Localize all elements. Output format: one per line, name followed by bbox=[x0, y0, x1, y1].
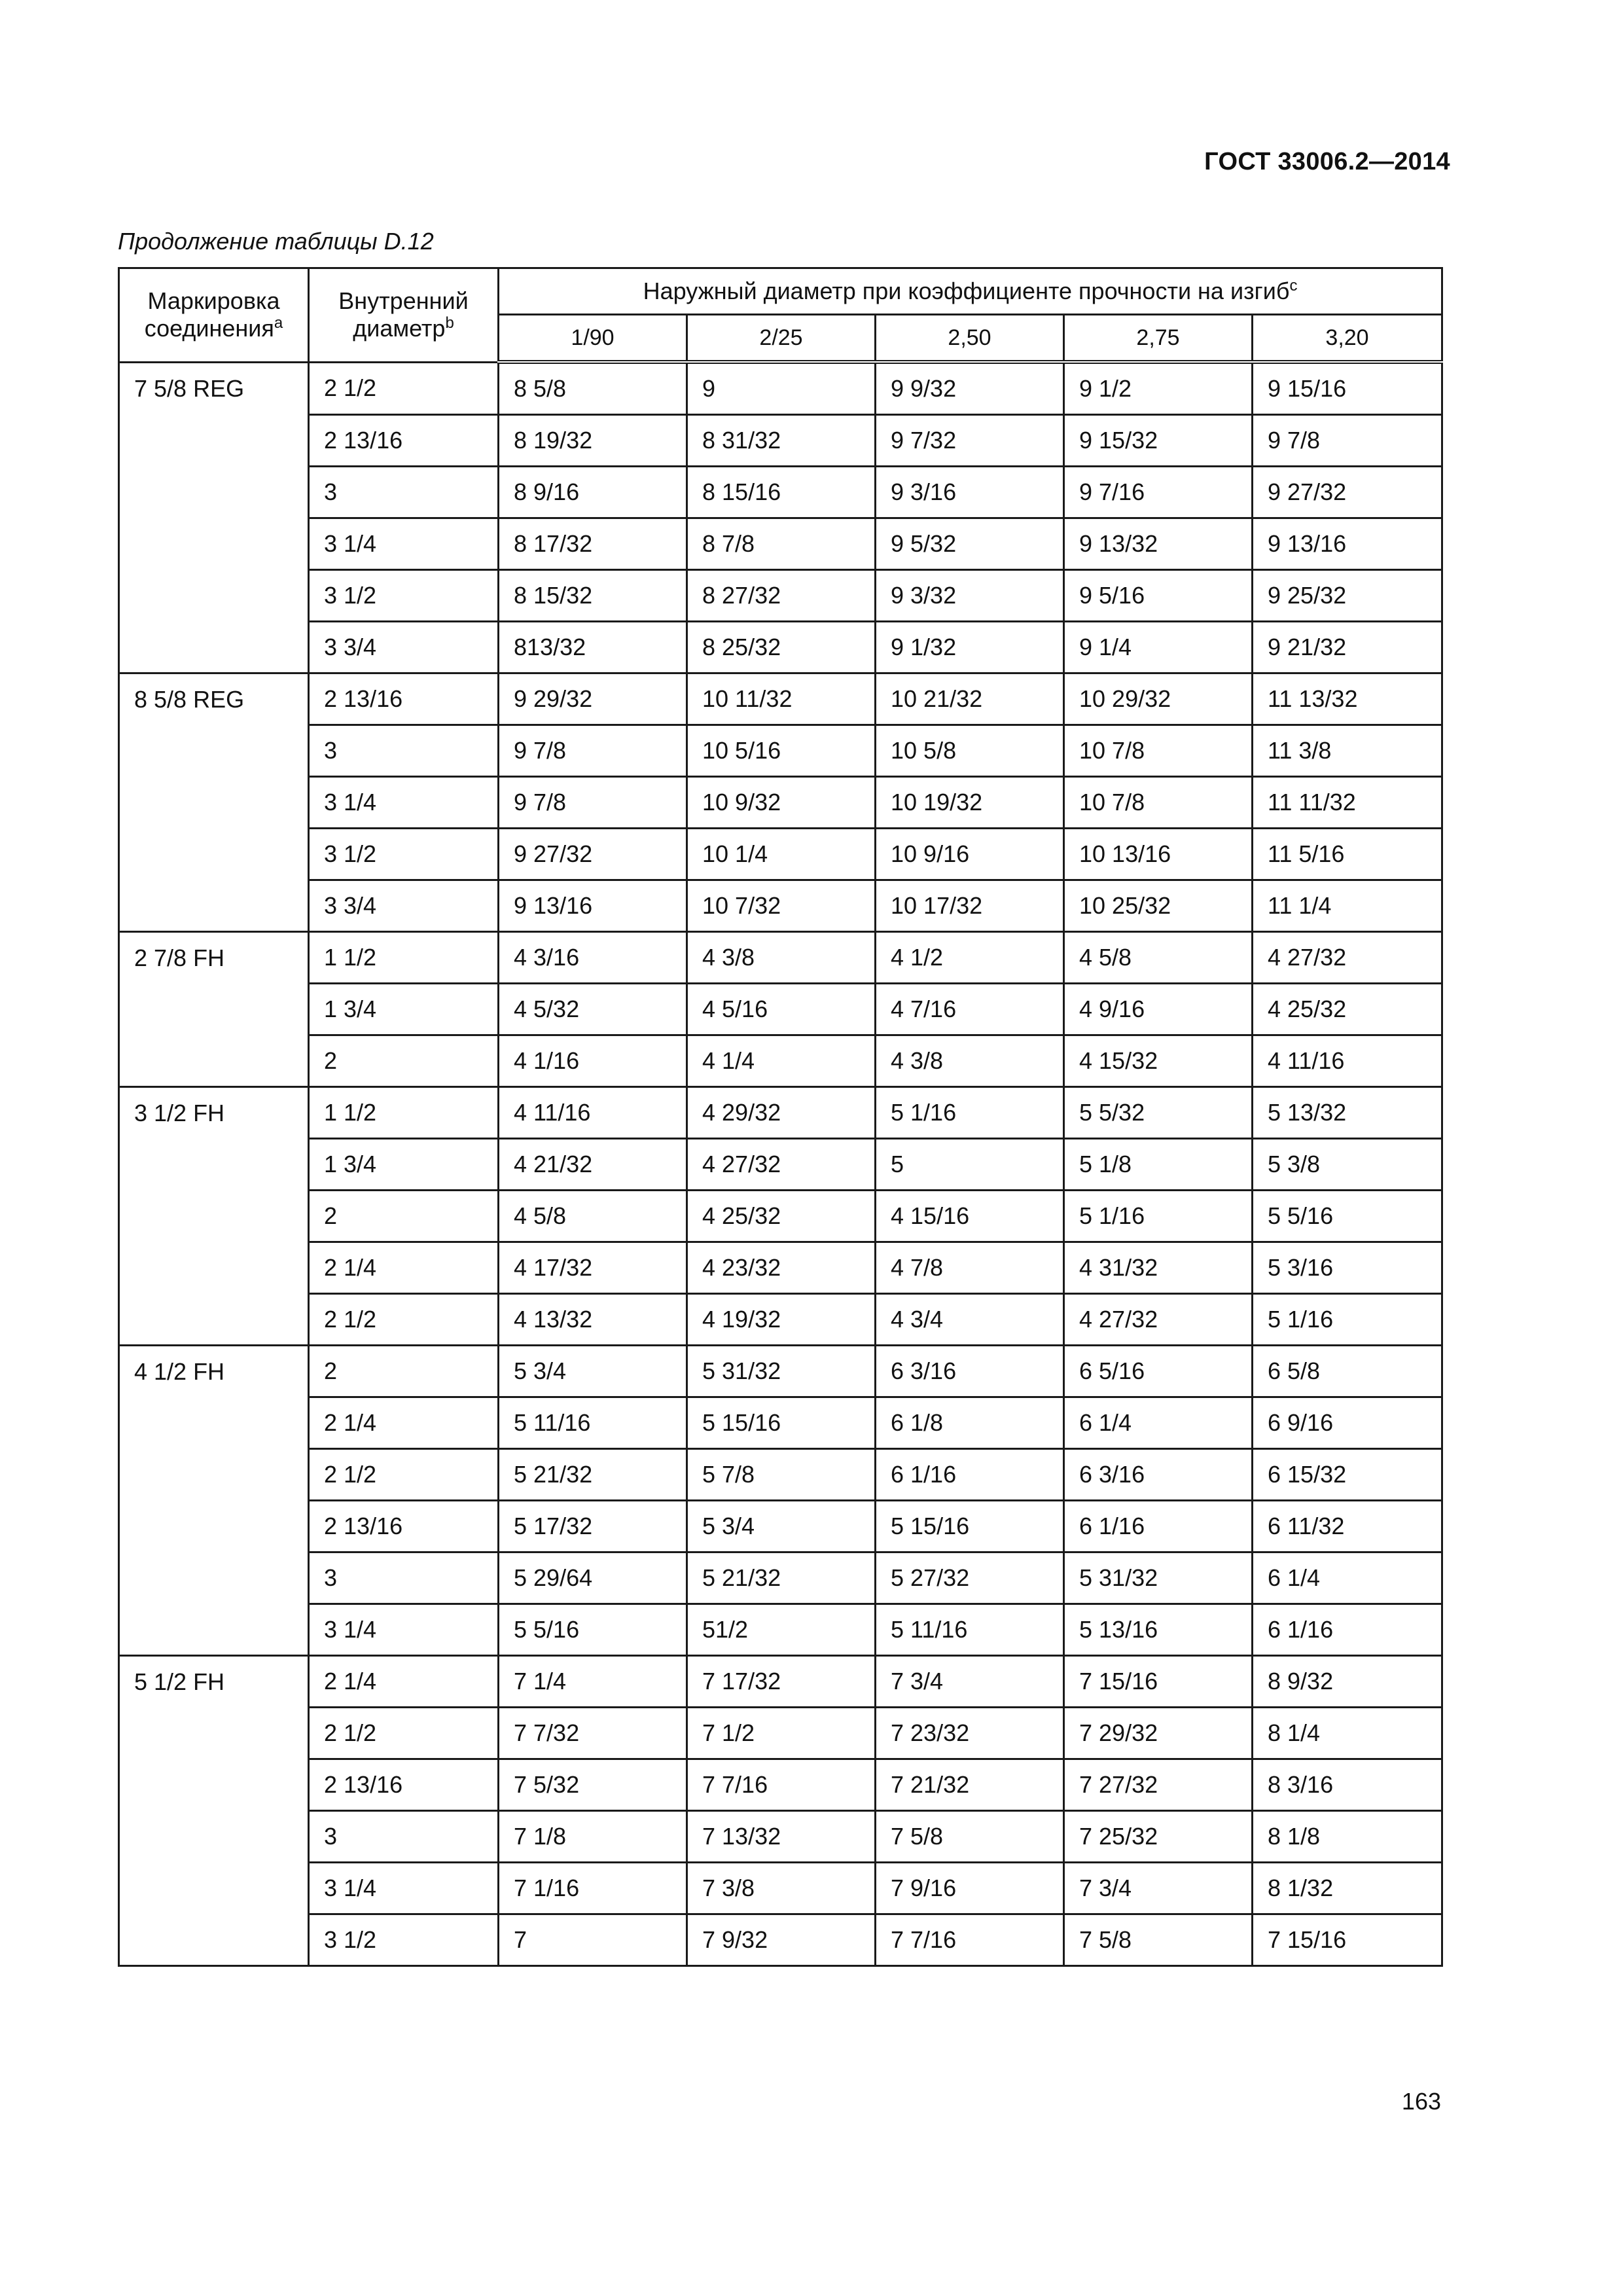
outer-diameter-cell: 7 13/32 bbox=[687, 1811, 876, 1863]
outer-diameter-cell: 7 3/4 bbox=[876, 1656, 1064, 1708]
inner-diameter-cell: 3 1/2 bbox=[309, 1914, 499, 1966]
inner-diameter-cell: 3 1/4 bbox=[309, 1863, 499, 1914]
outer-diameter-cell: 10 11/32 bbox=[687, 673, 876, 725]
outer-diameter-cell: 4 5/16 bbox=[687, 984, 876, 1035]
table-body bbox=[119, 362, 1442, 1966]
joint-designation-cell: 2 7/8 FH bbox=[119, 932, 309, 1087]
outer-diameter-cell: 9 1/4 bbox=[1064, 622, 1253, 673]
outer-diameter-cell: 7 bbox=[499, 1914, 687, 1966]
outer-diameter-cell: 8 7/8 bbox=[687, 518, 876, 570]
outer-diameter-cell: 7 27/32 bbox=[1064, 1759, 1253, 1811]
outer-diameter-cell: 9 3/16 bbox=[876, 467, 1064, 518]
table-row bbox=[119, 622, 1442, 673]
document-header: ГОСТ 33006.2—2014 bbox=[1204, 148, 1450, 175]
table-row bbox=[119, 829, 1442, 880]
outer-diameter-cell: 10 1/4 bbox=[687, 829, 876, 880]
outer-diameter-cell: 5 1/16 bbox=[1064, 1191, 1253, 1242]
inner-diameter-cell: 1 3/4 bbox=[309, 1139, 499, 1191]
outer-diameter-cell: 8 5/8 bbox=[499, 362, 687, 415]
outer-diameter-cell: 7 15/16 bbox=[1253, 1914, 1442, 1966]
outer-diameter-cell: 5 3/4 bbox=[499, 1346, 687, 1397]
outer-diameter-cell: 9 7/16 bbox=[1064, 467, 1253, 518]
outer-diameter-cell: 9 7/8 bbox=[499, 725, 687, 777]
outer-diameter-cell: 5 1/8 bbox=[1064, 1139, 1253, 1191]
outer-diameter-cell: 10 5/8 bbox=[876, 725, 1064, 777]
outer-diameter-cell: 8 25/32 bbox=[687, 622, 876, 673]
outer-diameter-cell: 10 9/16 bbox=[876, 829, 1064, 880]
table-row bbox=[119, 1501, 1442, 1552]
inner-diameter-cell: 3 bbox=[309, 725, 499, 777]
outer-diameter-cell: 9 27/32 bbox=[499, 829, 687, 880]
outer-diameter-cell: 6 1/8 bbox=[876, 1397, 1064, 1449]
outer-diameter-cell: 6 1/16 bbox=[1253, 1604, 1442, 1656]
outer-diameter-cell: 4 13/32 bbox=[499, 1294, 687, 1346]
outer-diameter-cell: 4 3/16 bbox=[499, 932, 687, 984]
inner-diameter-cell: 2 13/16 bbox=[309, 1759, 499, 1811]
outer-diameter-cell: 4 5/32 bbox=[499, 984, 687, 1035]
outer-diameter-cell: 8 9/16 bbox=[499, 467, 687, 518]
outer-diameter-cell: 6 1/16 bbox=[1064, 1501, 1253, 1552]
joint-designation-cell: 8 5/8 REG bbox=[119, 673, 309, 932]
outer-diameter-cell: 9 21/32 bbox=[1253, 622, 1442, 673]
joint-designation-cell: 5 1/2 FH bbox=[119, 1656, 309, 1966]
outer-diameter-cell: 8 1/32 bbox=[1253, 1863, 1442, 1914]
outer-diameter-cell: 8 9/32 bbox=[1253, 1656, 1442, 1708]
outer-diameter-cell: 10 7/32 bbox=[687, 880, 876, 932]
outer-diameter-cell: 813/32 bbox=[499, 622, 687, 673]
inner-diameter-cell: 2 bbox=[309, 1191, 499, 1242]
outer-diameter-cell: 5 31/32 bbox=[687, 1346, 876, 1397]
outer-diameter-cell: 7 9/16 bbox=[876, 1863, 1064, 1914]
inner-diameter-cell: 3 1/2 bbox=[309, 570, 499, 622]
outer-diameter-cell: 4 31/32 bbox=[1064, 1242, 1253, 1294]
page-number: 163 bbox=[1401, 2088, 1441, 2115]
outer-diameter-cell: 7 3/8 bbox=[687, 1863, 876, 1914]
table-row bbox=[119, 1397, 1442, 1449]
outer-diameter-cell: 9 7/32 bbox=[876, 415, 1064, 467]
outer-diameter-cell: 5 29/64 bbox=[499, 1552, 687, 1604]
header-ratio: 2,75 bbox=[1064, 315, 1253, 363]
outer-diameter-cell: 7 5/8 bbox=[1064, 1914, 1253, 1966]
outer-diameter-cell: 4 17/32 bbox=[499, 1242, 687, 1294]
outer-diameter-cell: 4 15/32 bbox=[1064, 1035, 1253, 1087]
table-caption: Продолжение таблицы D.12 bbox=[118, 228, 434, 255]
outer-diameter-cell: 6 15/32 bbox=[1253, 1449, 1442, 1501]
table-row bbox=[119, 932, 1442, 984]
table-row bbox=[119, 415, 1442, 467]
outer-diameter-cell: 9 1/32 bbox=[876, 622, 1064, 673]
outer-diameter-cell: 4 27/32 bbox=[687, 1139, 876, 1191]
table-row bbox=[119, 1552, 1442, 1604]
outer-diameter-cell: 4 5/8 bbox=[499, 1191, 687, 1242]
inner-diameter-cell: 2 1/2 bbox=[309, 362, 499, 415]
header-joint-label: Маркировка соединения bbox=[144, 287, 280, 342]
outer-diameter-cell: 4 11/16 bbox=[1253, 1035, 1442, 1087]
outer-diameter-cell: 10 5/16 bbox=[687, 725, 876, 777]
outer-diameter-cell: 9 25/32 bbox=[1253, 570, 1442, 622]
outer-diameter-cell: 4 1/16 bbox=[499, 1035, 687, 1087]
outer-diameter-cell: 8 31/32 bbox=[687, 415, 876, 467]
header-inner-diameter bbox=[309, 268, 499, 363]
outer-diameter-cell: 5 11/16 bbox=[876, 1604, 1064, 1656]
outer-diameter-cell: 10 29/32 bbox=[1064, 673, 1253, 725]
outer-diameter-cell: 11 11/32 bbox=[1253, 777, 1442, 829]
outer-diameter-cell: 4 3/4 bbox=[876, 1294, 1064, 1346]
outer-diameter-cell: 5 5/16 bbox=[499, 1604, 687, 1656]
outer-diameter-cell: 5 7/8 bbox=[687, 1449, 876, 1501]
outer-diameter-cell: 9 5/16 bbox=[1064, 570, 1253, 622]
outer-diameter-cell: 6 5/8 bbox=[1253, 1346, 1442, 1397]
table-row bbox=[119, 725, 1442, 777]
joint-designation-cell: 3 1/2 FH bbox=[119, 1087, 309, 1346]
table-row bbox=[119, 1914, 1442, 1966]
outer-diameter-cell: 5 17/32 bbox=[499, 1501, 687, 1552]
table-row bbox=[119, 1346, 1442, 1397]
outer-diameter-cell: 4 1/2 bbox=[876, 932, 1064, 984]
outer-diameter-cell: 7 3/4 bbox=[1064, 1863, 1253, 1914]
joint-designation-cell: 4 1/2 FH bbox=[119, 1346, 309, 1656]
outer-diameter-cell: 7 7/16 bbox=[876, 1914, 1064, 1966]
table-row bbox=[119, 1087, 1442, 1139]
outer-diameter-cell: 4 27/32 bbox=[1253, 932, 1442, 984]
inner-diameter-cell: 3 3/4 bbox=[309, 880, 499, 932]
inner-diameter-cell: 2 1/2 bbox=[309, 1708, 499, 1759]
outer-diameter-cell: 5 15/16 bbox=[687, 1397, 876, 1449]
outer-diameter-cell: 7 29/32 bbox=[1064, 1708, 1253, 1759]
table-header bbox=[119, 268, 1442, 363]
outer-diameter-cell: 7 9/32 bbox=[687, 1914, 876, 1966]
outer-diameter-cell: 6 3/16 bbox=[1064, 1449, 1253, 1501]
table-row bbox=[119, 1294, 1442, 1346]
outer-diameter-cell: 4 19/32 bbox=[687, 1294, 876, 1346]
inner-diameter-cell: 2 13/16 bbox=[309, 1501, 499, 1552]
table-row bbox=[119, 1449, 1442, 1501]
outer-diameter-cell: 5 13/16 bbox=[1064, 1604, 1253, 1656]
outer-diameter-cell: 11 1/4 bbox=[1253, 880, 1442, 932]
outer-diameter-cell: 11 3/8 bbox=[1253, 725, 1442, 777]
outer-diameter-cell: 7 1/4 bbox=[499, 1656, 687, 1708]
table-row bbox=[119, 1242, 1442, 1294]
inner-diameter-cell: 1 1/2 bbox=[309, 1087, 499, 1139]
inner-diameter-cell: 3 1/4 bbox=[309, 777, 499, 829]
inner-diameter-cell: 3 bbox=[309, 467, 499, 518]
outer-diameter-cell: 7 15/16 bbox=[1064, 1656, 1253, 1708]
outer-diameter-cell: 6 1/4 bbox=[1064, 1397, 1253, 1449]
table-row bbox=[119, 518, 1442, 570]
outer-diameter-cell: 8 17/32 bbox=[499, 518, 687, 570]
outer-diameter-cell: 10 13/16 bbox=[1064, 829, 1253, 880]
outer-diameter-cell: 5 3/8 bbox=[1253, 1139, 1442, 1191]
inner-diameter-cell: 3 1/4 bbox=[309, 518, 499, 570]
outer-diameter-cell: 7 5/32 bbox=[499, 1759, 687, 1811]
inner-diameter-cell: 2 bbox=[309, 1346, 499, 1397]
header-ratio: 2,50 bbox=[876, 315, 1064, 363]
outer-diameter-cell: 10 19/32 bbox=[876, 777, 1064, 829]
outer-diameter-cell: 6 11/32 bbox=[1253, 1501, 1442, 1552]
outer-diameter-cell: 6 1/4 bbox=[1253, 1552, 1442, 1604]
header-ratio: 2/25 bbox=[687, 315, 876, 363]
outer-diameter-cell: 4 1/4 bbox=[687, 1035, 876, 1087]
outer-diameter-cell: 4 25/32 bbox=[687, 1191, 876, 1242]
header-joint-footnote: a bbox=[274, 314, 283, 332]
outer-diameter-cell: 9 7/8 bbox=[1253, 415, 1442, 467]
outer-diameter-cell: 9 5/32 bbox=[876, 518, 1064, 570]
outer-diameter-cell: 4 25/32 bbox=[1253, 984, 1442, 1035]
outer-diameter-cell: 7 25/32 bbox=[1064, 1811, 1253, 1863]
outer-diameter-cell: 7 1/16 bbox=[499, 1863, 687, 1914]
outer-diameter-cell: 11 13/32 bbox=[1253, 673, 1442, 725]
inner-diameter-cell: 2 13/16 bbox=[309, 673, 499, 725]
header-outer-diameter bbox=[499, 268, 1442, 315]
table-row bbox=[119, 467, 1442, 518]
table-row bbox=[119, 1759, 1442, 1811]
table-row bbox=[119, 1191, 1442, 1242]
outer-diameter-cell: 5 3/16 bbox=[1253, 1242, 1442, 1294]
outer-diameter-cell: 7 7/16 bbox=[687, 1759, 876, 1811]
header-outer-footnote: c bbox=[1289, 277, 1298, 295]
inner-diameter-cell: 2 1/4 bbox=[309, 1656, 499, 1708]
outer-diameter-cell: 9 1/2 bbox=[1064, 362, 1253, 415]
outer-diameter-cell: 6 3/16 bbox=[876, 1346, 1064, 1397]
outer-diameter-cell: 4 23/32 bbox=[687, 1242, 876, 1294]
outer-diameter-cell: 7 1/8 bbox=[499, 1811, 687, 1863]
outer-diameter-cell: 9 3/32 bbox=[876, 570, 1064, 622]
table-row bbox=[119, 1656, 1442, 1708]
outer-diameter-cell: 9 9/32 bbox=[876, 362, 1064, 415]
outer-diameter-cell: 6 5/16 bbox=[1064, 1346, 1253, 1397]
inner-diameter-cell: 2 1/4 bbox=[309, 1242, 499, 1294]
outer-diameter-cell: 9 13/16 bbox=[499, 880, 687, 932]
outer-diameter-cell: 8 1/4 bbox=[1253, 1708, 1442, 1759]
outer-diameter-cell: 4 7/16 bbox=[876, 984, 1064, 1035]
header-inner-footnote: b bbox=[445, 314, 454, 332]
outer-diameter-cell: 5 21/32 bbox=[499, 1449, 687, 1501]
outer-diameter-cell: 7 21/32 bbox=[876, 1759, 1064, 1811]
table-row bbox=[119, 1863, 1442, 1914]
outer-diameter-cell: 9 15/16 bbox=[1253, 362, 1442, 415]
table-row bbox=[119, 1811, 1442, 1863]
outer-diameter-cell: 4 11/16 bbox=[499, 1087, 687, 1139]
inner-diameter-cell: 3 1/4 bbox=[309, 1604, 499, 1656]
table-row bbox=[119, 570, 1442, 622]
inner-diameter-cell: 3 bbox=[309, 1811, 499, 1863]
table-row bbox=[119, 984, 1442, 1035]
outer-diameter-cell: 4 15/16 bbox=[876, 1191, 1064, 1242]
table-row bbox=[119, 777, 1442, 829]
table-row bbox=[119, 1035, 1442, 1087]
outer-diameter-cell: 8 27/32 bbox=[687, 570, 876, 622]
inner-diameter-cell: 2 13/16 bbox=[309, 415, 499, 467]
outer-diameter-cell: 5 1/16 bbox=[876, 1087, 1064, 1139]
table-row bbox=[119, 1708, 1442, 1759]
table-row bbox=[119, 880, 1442, 932]
outer-diameter-cell: 10 17/32 bbox=[876, 880, 1064, 932]
outer-diameter-cell: 9 27/32 bbox=[1253, 467, 1442, 518]
table-row bbox=[119, 1139, 1442, 1191]
header-joint bbox=[119, 268, 309, 363]
table-row bbox=[119, 673, 1442, 725]
outer-diameter-cell: 6 1/16 bbox=[876, 1449, 1064, 1501]
outer-diameter-cell: 11 5/16 bbox=[1253, 829, 1442, 880]
outer-diameter-cell: 9 29/32 bbox=[499, 673, 687, 725]
outer-diameter-cell: 10 25/32 bbox=[1064, 880, 1253, 932]
header-ratio: 1/90 bbox=[499, 315, 687, 363]
outer-diameter-cell: 9 15/32 bbox=[1064, 415, 1253, 467]
outer-diameter-cell: 8 3/16 bbox=[1253, 1759, 1442, 1811]
outer-diameter-cell: 7 7/32 bbox=[499, 1708, 687, 1759]
outer-diameter-cell: 9 13/16 bbox=[1253, 518, 1442, 570]
outer-diameter-cell: 7 5/8 bbox=[876, 1811, 1064, 1863]
inner-diameter-cell: 2 1/4 bbox=[309, 1397, 499, 1449]
outer-diameter-cell: 4 3/8 bbox=[876, 1035, 1064, 1087]
outer-diameter-cell: 5 15/16 bbox=[876, 1501, 1064, 1552]
outer-diameter-cell: 5 13/32 bbox=[1253, 1087, 1442, 1139]
outer-diameter-cell: 5 27/32 bbox=[876, 1552, 1064, 1604]
outer-diameter-cell: 8 19/32 bbox=[499, 415, 687, 467]
header-inner-label: Внутренний диаметр bbox=[338, 287, 469, 342]
header-ratio: 3,20 bbox=[1253, 315, 1442, 363]
inner-diameter-cell: 1 1/2 bbox=[309, 932, 499, 984]
outer-diameter-cell: 8 15/32 bbox=[499, 570, 687, 622]
inner-diameter-cell: 1 3/4 bbox=[309, 984, 499, 1035]
outer-diameter-cell: 7 17/32 bbox=[687, 1656, 876, 1708]
outer-diameter-cell: 5 21/32 bbox=[687, 1552, 876, 1604]
outer-diameter-cell: 5 1/16 bbox=[1253, 1294, 1442, 1346]
joint-designation-cell: 7 5/8 REG bbox=[119, 362, 309, 673]
outer-diameter-cell: 51/2 bbox=[687, 1604, 876, 1656]
outer-diameter-cell: 4 27/32 bbox=[1064, 1294, 1253, 1346]
outer-diameter-cell: 10 7/8 bbox=[1064, 725, 1253, 777]
table-row bbox=[119, 362, 1442, 415]
outer-diameter-cell: 5 3/4 bbox=[687, 1501, 876, 1552]
outer-diameter-cell: 5 11/16 bbox=[499, 1397, 687, 1449]
outer-diameter-cell: 5 31/32 bbox=[1064, 1552, 1253, 1604]
outer-diameter-cell: 4 5/8 bbox=[1064, 932, 1253, 984]
outer-diameter-cell: 4 3/8 bbox=[687, 932, 876, 984]
inner-diameter-cell: 2 bbox=[309, 1035, 499, 1087]
table-row bbox=[119, 1604, 1442, 1656]
outer-diameter-cell: 7 23/32 bbox=[876, 1708, 1064, 1759]
outer-diameter-cell: 9 7/8 bbox=[499, 777, 687, 829]
outer-diameter-cell: 5 5/32 bbox=[1064, 1087, 1253, 1139]
outer-diameter-cell: 9 13/32 bbox=[1064, 518, 1253, 570]
outer-diameter-cell: 4 9/16 bbox=[1064, 984, 1253, 1035]
outer-diameter-cell: 4 7/8 bbox=[876, 1242, 1064, 1294]
header-outer-label: Наружный диаметр при коэффициенте прочности на изгиб bbox=[643, 278, 1290, 304]
outer-diameter-cell: 6 9/16 bbox=[1253, 1397, 1442, 1449]
inner-diameter-cell: 3 3/4 bbox=[309, 622, 499, 673]
outer-diameter-cell: 5 5/16 bbox=[1253, 1191, 1442, 1242]
outer-diameter-cell: 7 1/2 bbox=[687, 1708, 876, 1759]
outer-diameter-cell: 10 21/32 bbox=[876, 673, 1064, 725]
outer-diameter-cell: 10 9/32 bbox=[687, 777, 876, 829]
outer-diameter-cell: 10 7/8 bbox=[1064, 777, 1253, 829]
outer-diameter-cell: 8 1/8 bbox=[1253, 1811, 1442, 1863]
outer-diameter-cell: 5 bbox=[876, 1139, 1064, 1191]
data-table bbox=[118, 267, 1443, 1967]
inner-diameter-cell: 3 bbox=[309, 1552, 499, 1604]
outer-diameter-cell: 4 29/32 bbox=[687, 1087, 876, 1139]
inner-diameter-cell: 2 1/2 bbox=[309, 1449, 499, 1501]
outer-diameter-cell: 9 bbox=[687, 362, 876, 415]
outer-diameter-cell: 4 21/32 bbox=[499, 1139, 687, 1191]
inner-diameter-cell: 2 1/2 bbox=[309, 1294, 499, 1346]
outer-diameter-cell: 8 15/16 bbox=[687, 467, 876, 518]
inner-diameter-cell: 3 1/2 bbox=[309, 829, 499, 880]
